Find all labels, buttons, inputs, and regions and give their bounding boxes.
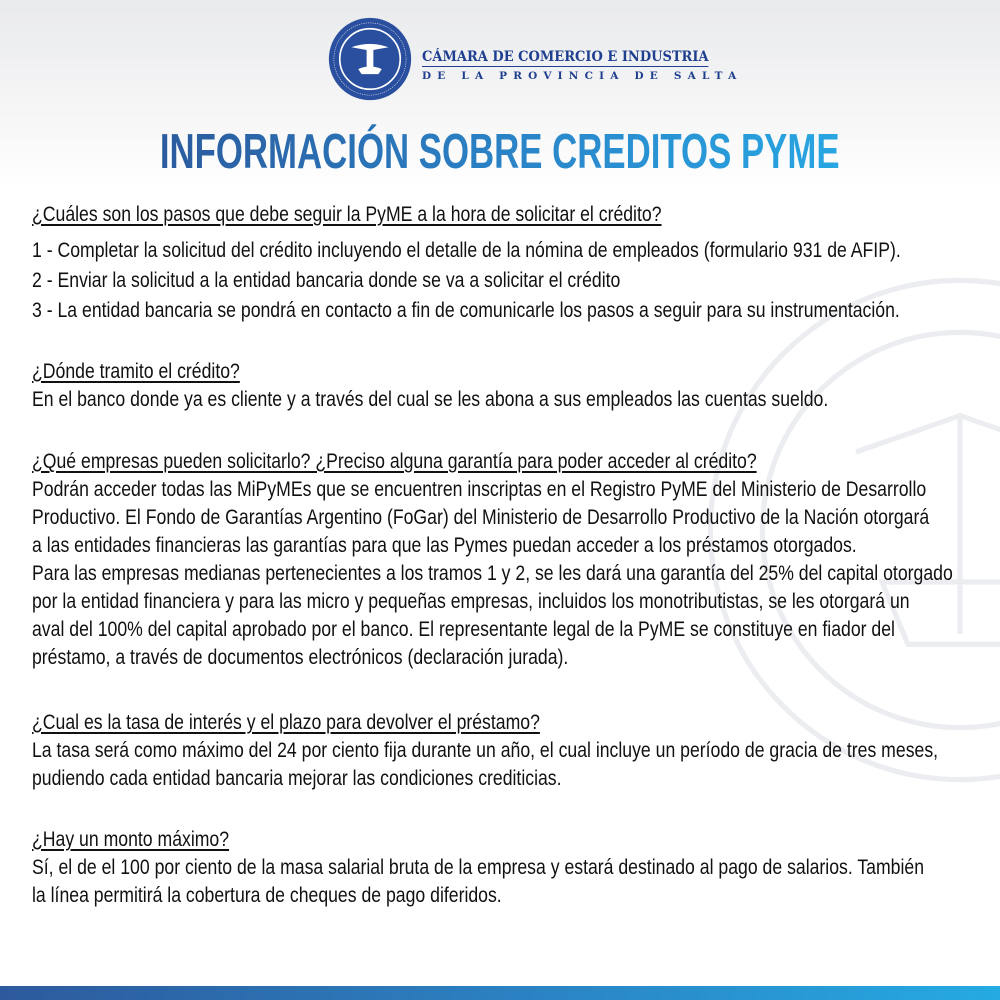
page-title-wrap	[0, 124, 1000, 180]
step-item: 3 - La entidad bancaria se pondrá en contacto a fin de comunicarle los pasos a seguir para su instrumentación.	[32, 299, 900, 322]
section-max-amount	[32, 826, 1000, 910]
section-heading: ¿Qué empresas pueden solicitarlo? ¿Preciso alguna garantía para poder acceder al crédito?	[32, 450, 757, 473]
body-line: por la entidad financiera y para las micro y pequeñas empresas, incluidos los monotributistas, se les otorgará un	[32, 590, 910, 613]
body-line: la línea permitirá la cobertura de cheques de pago diferidos.	[32, 884, 502, 907]
org-name-line2: DE LA PROVINCIA DE SALTA	[422, 70, 743, 82]
organization-name	[422, 46, 743, 82]
footer-gradient-bar	[0, 986, 1000, 1000]
section-heading: ¿Cual es la tasa de interés y el plazo para devolver el préstamo?	[32, 711, 540, 734]
body-line: préstamo, a través de documentos electrónicos (declaración jurada).	[32, 646, 569, 669]
body-line: Para las empresas medianas pertenecientes a los tramos 1 y 2, se les dará una garantía del 25% del capital otorgado	[32, 562, 953, 585]
body-line: La tasa será como máximo del 24 por ciento fija durante un año, el cual incluye un período de gracia de tres meses,	[32, 739, 939, 762]
body-line: Productivo. El Fondo de Garantías Argentino (FoGar) del Ministerio de Desarrollo Productivo de la Nación otorgará	[32, 506, 930, 529]
chamber-seal-logo	[328, 17, 412, 101]
body-line: Podrán acceder todas las MiPyMEs que se encuentren inscriptas en el Registro PyME del Ministerio de Desarrollo	[32, 478, 927, 501]
org-name-line1: CÁMARA DE COMERCIO E INDUSTRIA	[422, 49, 709, 65]
body-line: a las entidades financieras las garantías para que las Pymes puedan acceder a los préstamos otorgados.	[32, 534, 857, 557]
body-line: Sí, el de el 100 por ciento de la masa salarial bruta de la empresa y estará destinado al pago de salarios. También	[32, 856, 925, 879]
body-line: En el banco donde ya es cliente y a través del cual se les abona a sus empleados las cuentas sueldo.	[32, 388, 829, 411]
section-heading: ¿Cuáles son los pasos que debe seguir la PyME a la hora de solicitar el crédito?	[32, 203, 662, 226]
section-steps	[32, 201, 1000, 326]
section-eligibility	[32, 448, 1000, 672]
section-where	[32, 358, 1000, 414]
body-line: pudiendo cada entidad bancaria mejorar las condiciones crediticias.	[32, 767, 562, 790]
page-title: INFORMACIÓN SOBRE CREDITOS PYME	[160, 125, 840, 179]
section-rate	[32, 709, 1000, 793]
body-line: aval del 100% del capital aprobado por el banco. El representante legal de la PyME se constituye en fiador del	[32, 618, 895, 641]
section-heading: ¿Hay un monto máximo?	[32, 828, 230, 851]
section-heading: ¿Dónde tramito el crédito?	[32, 360, 240, 383]
step-item: 2 - Enviar la solicitud a la entidad bancaria donde se va a solicitar el crédito	[32, 269, 621, 292]
step-item: 1 - Completar la solicitud del crédito incluyendo el detalle de la nómina de empleados (formulario 931 de AFIP).	[32, 239, 901, 262]
